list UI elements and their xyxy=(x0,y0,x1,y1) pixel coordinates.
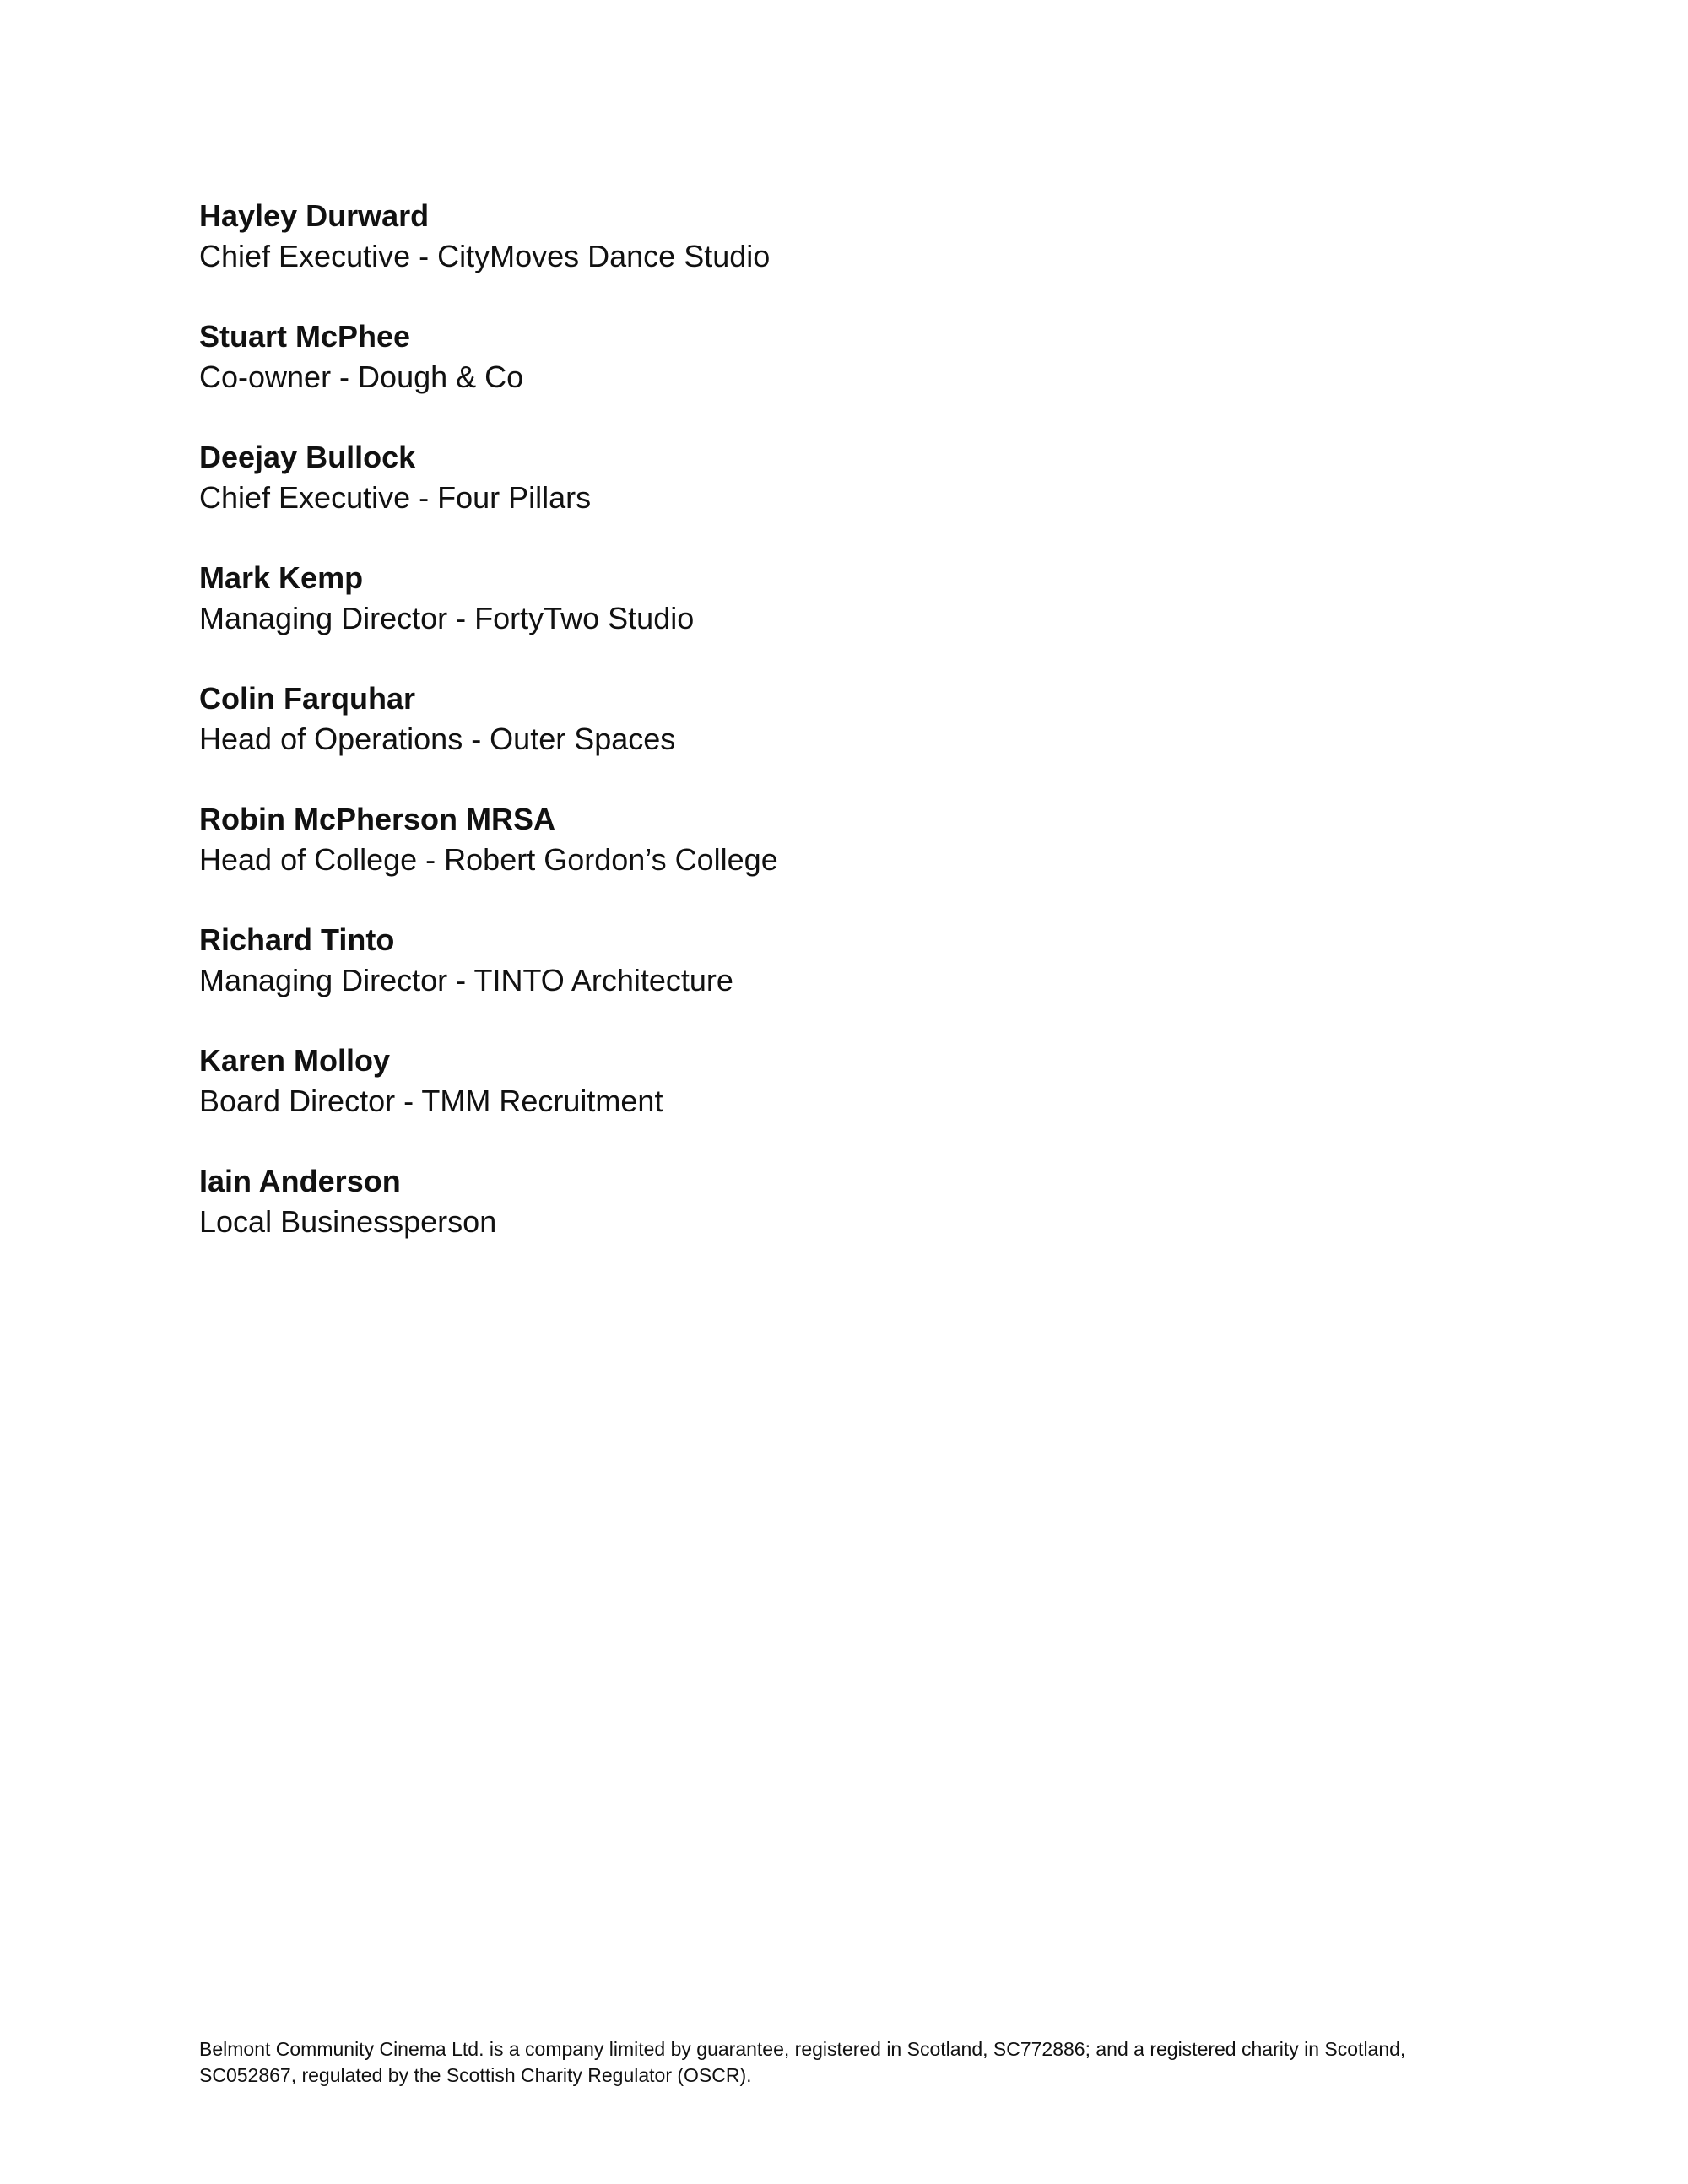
board-member xyxy=(199,316,1465,437)
member-role: Managing Director - TINTO Architecture xyxy=(199,963,733,997)
member-name: Karen Molloy xyxy=(199,1043,391,1078)
member-name: Richard Tinto xyxy=(199,922,395,957)
footer-line: Belmont Community Cinema Ltd. is a company limited by guarantee, registered in Scotland, SC772886; and a registered charity in Scotland, xyxy=(199,2038,1406,2060)
board-member xyxy=(199,1161,1465,1282)
member-name: Mark Kemp xyxy=(199,560,364,595)
member-name: Deejay Bullock xyxy=(199,440,416,474)
board-member xyxy=(199,678,1465,799)
board-member-list xyxy=(199,196,1465,1282)
board-member xyxy=(199,1041,1465,1161)
board-member xyxy=(199,558,1465,678)
member-name: Hayley Durward xyxy=(199,198,430,233)
member-role: Chief Executive - CityMoves Dance Studio xyxy=(199,239,771,273)
member-role: Head of College - Robert Gordon’s College xyxy=(199,842,778,877)
member-role: Local Businessperson xyxy=(199,1204,497,1239)
legal-footer xyxy=(199,2036,1516,2089)
board-member xyxy=(199,196,1465,316)
member-role: Managing Director - FortyTwo Studio xyxy=(199,601,695,635)
footer-line: SC052867, regulated by the Scottish Charity Regulator (OSCR). xyxy=(199,2064,752,2086)
member-name: Robin McPherson MRSA xyxy=(199,802,556,836)
board-member xyxy=(199,437,1465,558)
board-member xyxy=(199,799,1465,920)
board-member xyxy=(199,920,1465,1041)
member-name: Stuart McPhee xyxy=(199,319,411,354)
member-name: Colin Farquhar xyxy=(199,681,416,716)
member-name: Iain Anderson xyxy=(199,1164,401,1198)
member-role: Chief Executive - Four Pillars xyxy=(199,480,592,515)
member-role: Co-owner - Dough & Co xyxy=(199,359,524,394)
member-role: Board Director - TMM Recruitment xyxy=(199,1084,663,1118)
member-role: Head of Operations - Outer Spaces xyxy=(199,722,676,756)
